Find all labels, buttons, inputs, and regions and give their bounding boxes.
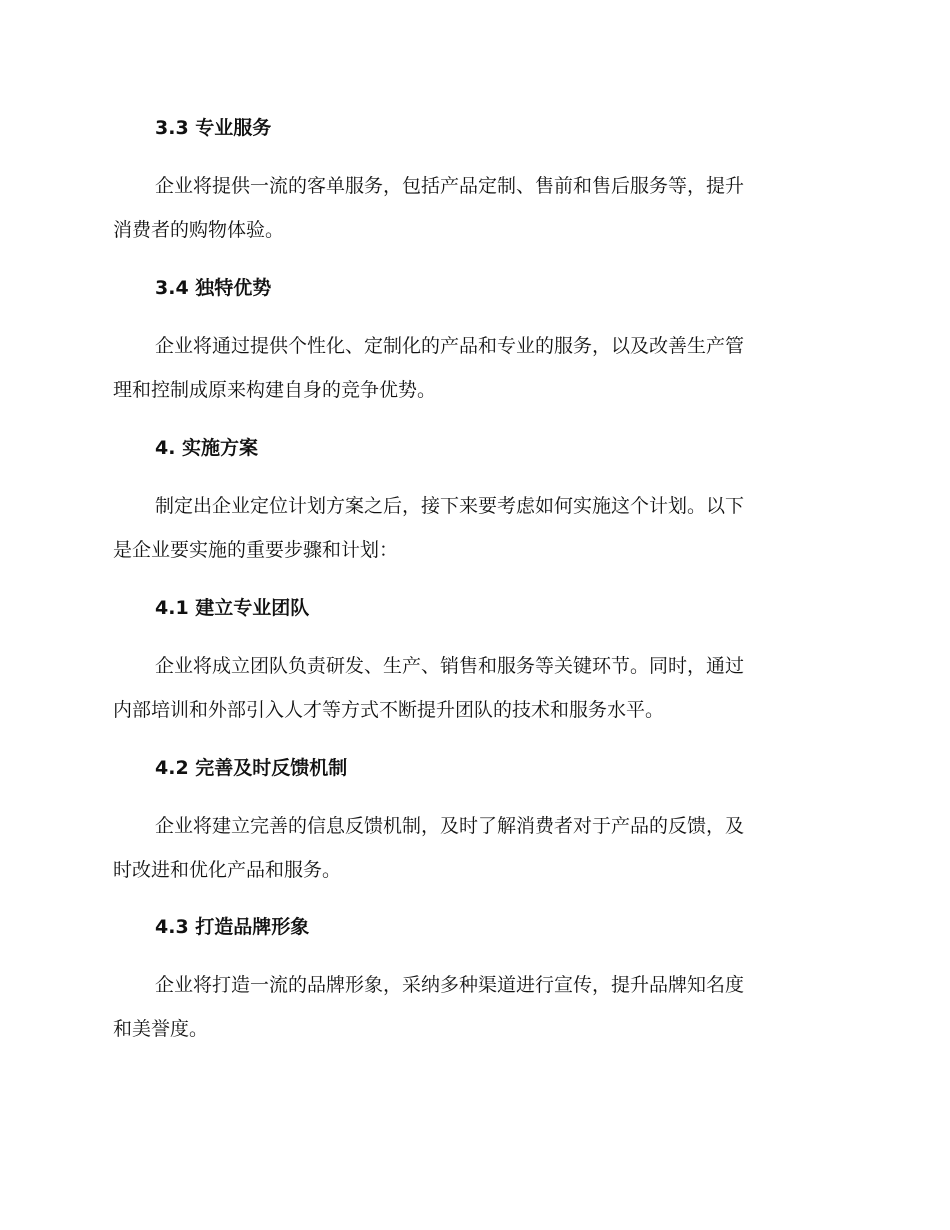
section-heading-4-3: 4.3 打造品牌形象 [155,916,310,938]
paragraph-line: 企业将通过提供个性化、定制化的产品和专业的服务，以及改善生产管 [155,335,745,357]
paragraph-line: 消费者的购物体验。 [113,219,285,241]
section-paragraph-4-3 [113,963,833,1051]
section-heading-4-2: 4.2 完善及时反馈机制 [155,757,348,779]
section-paragraph-4-1 [113,644,833,732]
section-paragraph-3-4 [113,324,833,412]
paragraph-line: 内部培训和外部引入人才等方式不断提升团队的技术和服务水平。 [113,699,665,721]
paragraph-line: 制定出企业定位计划方案之后，接下来要考虑如何实施这个计划。以下 [155,495,745,517]
paragraph-line: 企业将打造一流的品牌形象，采纳多种渠道进行宣传，提升品牌知名度 [155,974,745,996]
paragraph-line: 企业将建立完善的信息反馈机制，及时了解消费者对于产品的反馈，及 [155,815,745,837]
paragraph-line: 时改进和优化产品和服务。 [113,859,342,881]
section-paragraph-4 [113,484,833,572]
paragraph-line: 和美誉度。 [113,1018,209,1040]
section-heading-4-1: 4.1 建立专业团队 [155,597,310,619]
section-heading-4: 4. 实施方案 [155,437,259,459]
paragraph-line: 企业将成立团队负责研发、生产、销售和服务等关键环节。同时，通过 [155,655,745,677]
paragraph-line: 是企业要实施的重要步骤和计划： [113,539,399,561]
section-paragraph-4-2 [113,804,833,892]
section-paragraph-3-3 [113,164,833,252]
section-heading-3-3: 3.3 专业服务 [155,117,272,139]
paragraph-line: 企业将提供一流的客单服务，包括产品定制、售前和售后服务等，提升 [155,175,745,197]
paragraph-line: 理和控制成原来构建自身的竞争优势。 [113,379,437,401]
section-heading-3-4: 3.4 独特优势 [155,277,272,299]
